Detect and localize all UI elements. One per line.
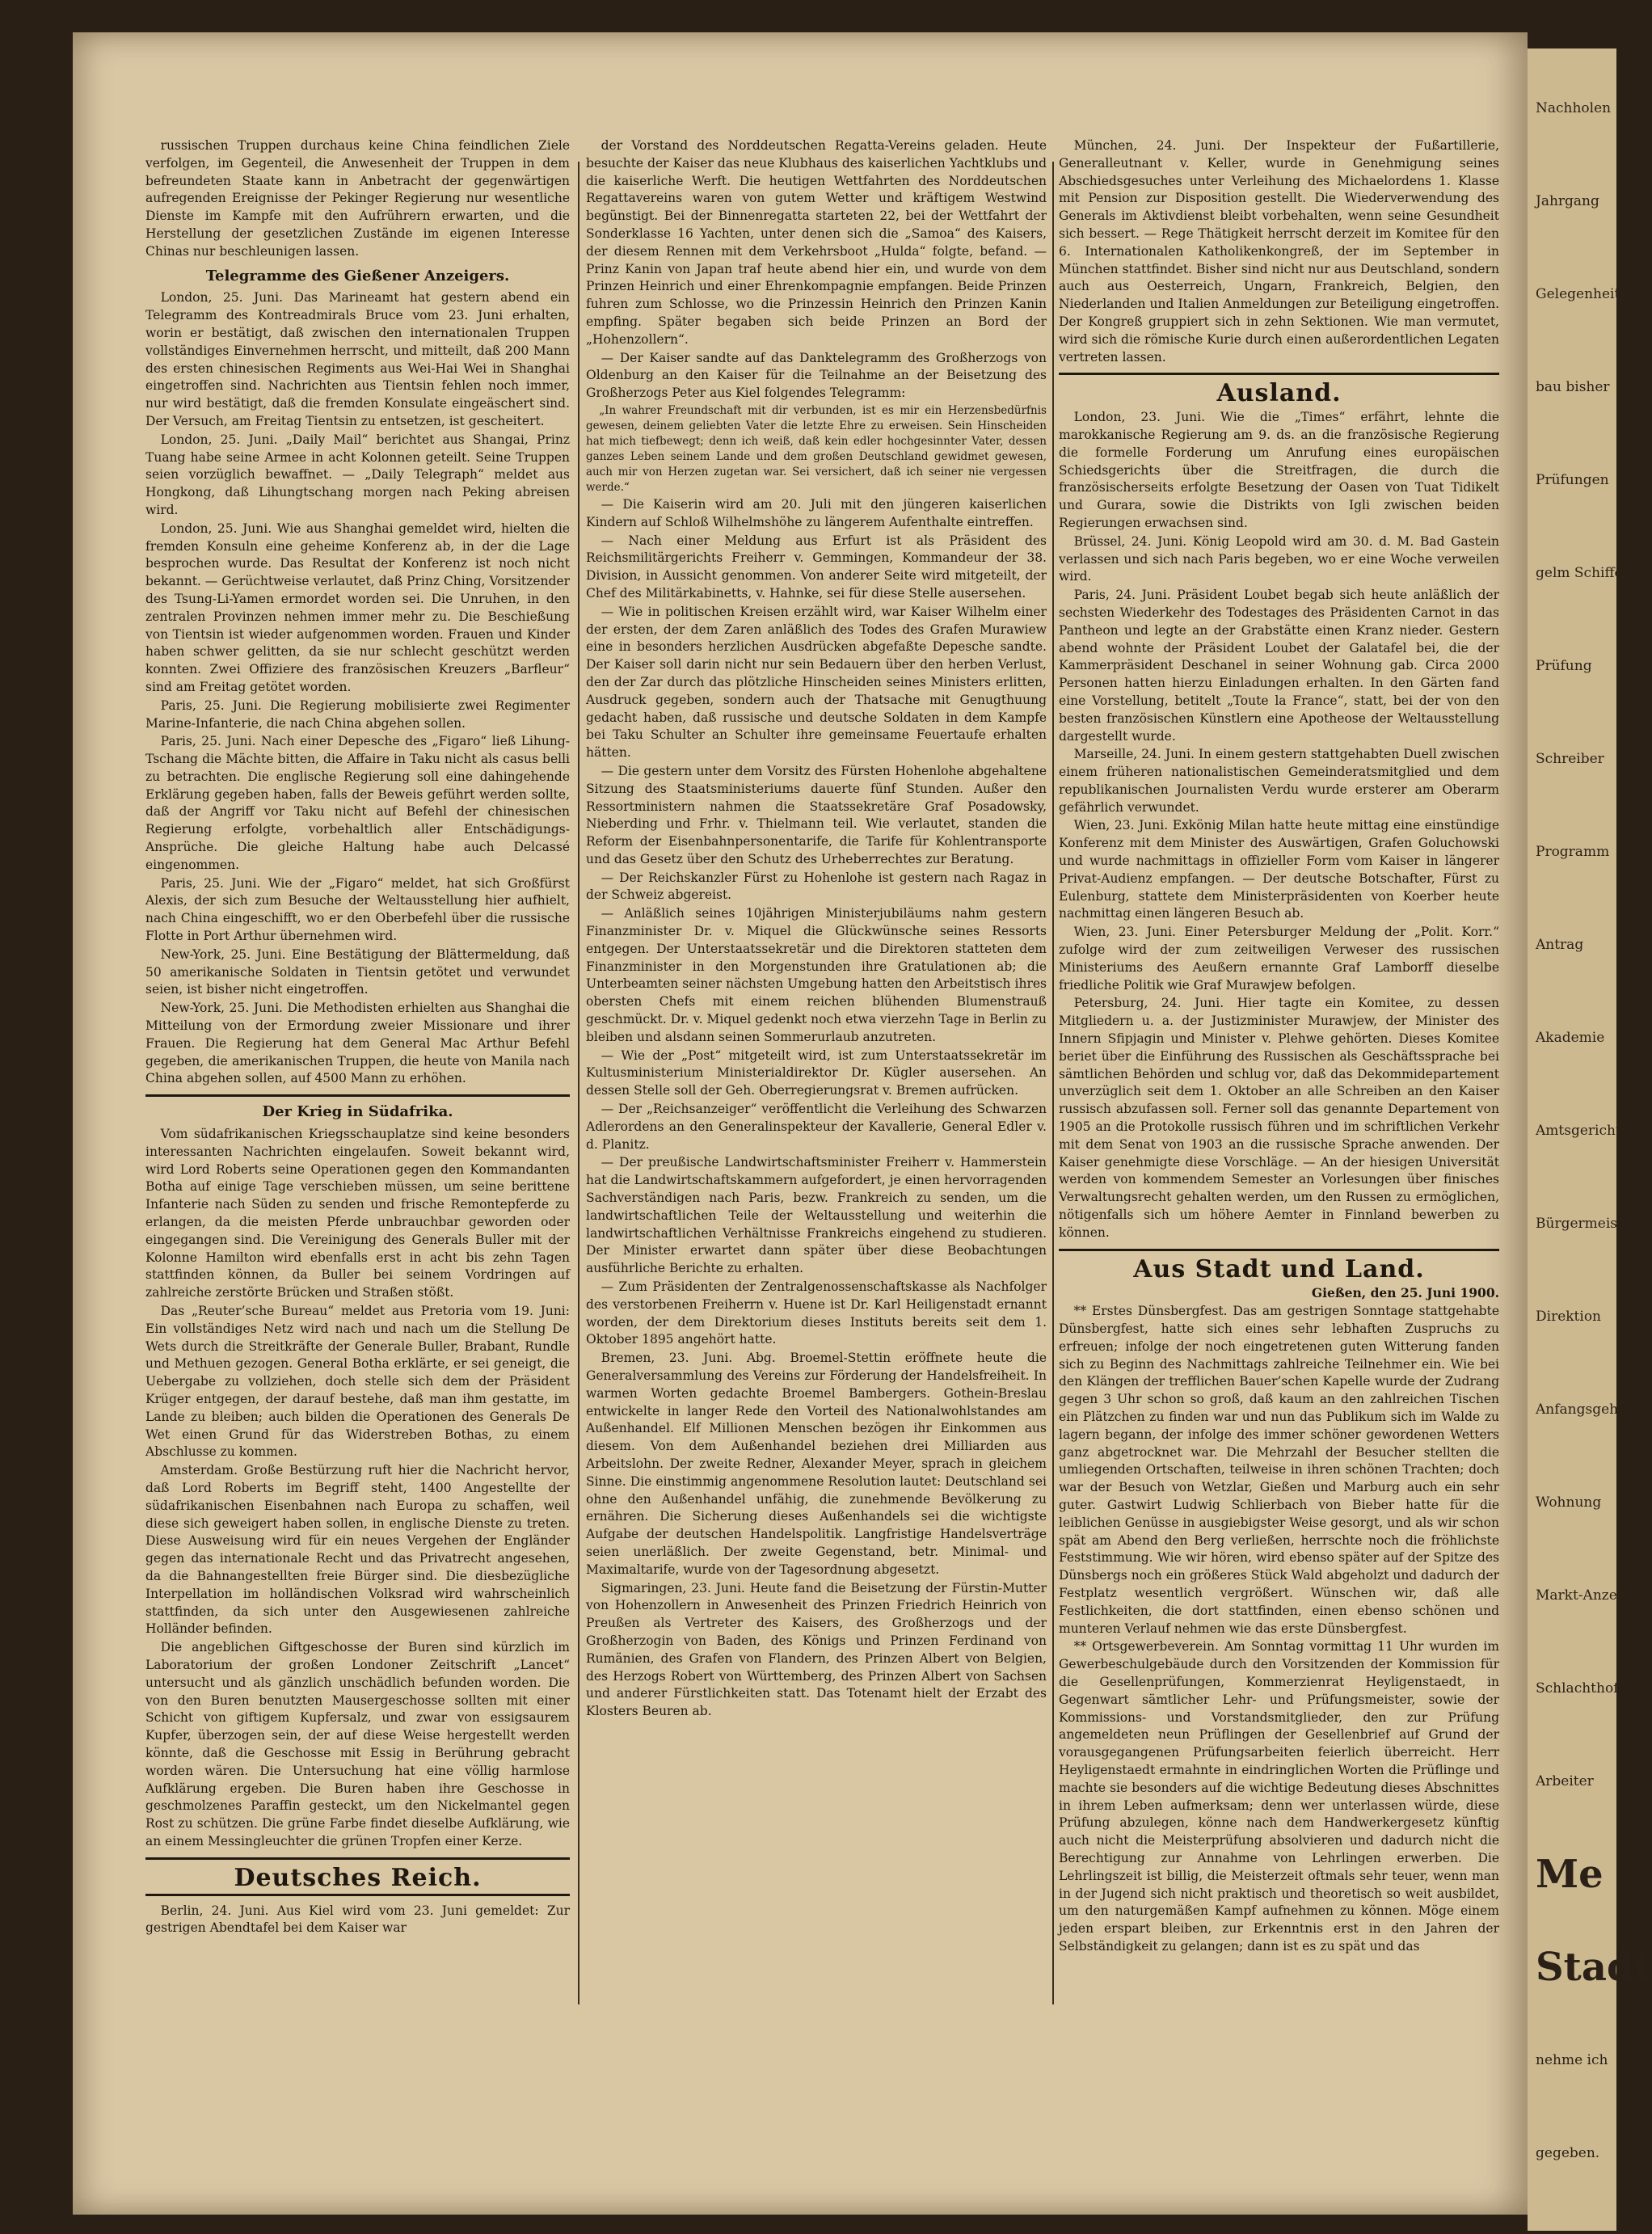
paragraph: — Anläßlich seines 10jährigen Ministerjubiläums nahm gestern Finanzminister Dr. v. Miquel die Glückwünsche seines Ressorts entgegen. Der Unterstaatssekretär und die Direktoren statteten dem Finanzminister in den Morgenstunden ihre Gratulationen ab; die Unterbeamten seiner nächsten Umgebung hatten den Arbeitstisch ihres obersten Chefs mit einem reichen blühenden Blumenstrauß geschmückt. Dr. v. Miquel gedenkt noch etwa vierzehn Tage in Berlin zu bleiben und alsdann seinen Sommerurlaub anzutreten.: [586, 906, 1047, 1044]
paragraph: Brüssel, 24. Juni. König Leopold wird am 30. d. M. Bad Gastein verlassen und sich nach Paris begeben, wo er eine Woche verweilen wird.: [1059, 533, 1499, 584]
paragraph: ** Ortsgewerbeverein. Am Sonntag vormittag 11 Uhr wurden im Gewerbeschulgebäude durch den Vorsitzenden der Kommission für die Gesellenprüfungen, Kommerzienrat Heyligenstaedt, in Gegenwart sämtlicher Lehr- und Prüfungsmeister, sowie der Kommissions- und Vorstandsmitglieder, den zur Prüfung angemeldeten neun Prüflingen der Gesellenbrief auf Grund der vorausgegangenen Prüfungsarbeiten feierlich überreicht. Herr Heyligenstaedt ermahnte in eindringlichen Worten die Prüflinge und machte sie besonders auf die wichtige Bedeutung dieses Abschnittes in ihrem Leben aufmerksam; denn wer unterlassen würde, diese Prüfung abzulegen, könne nach dem Handwerkergesetz künftig auch nicht die Meisterprüfung absolvieren und dadurch nicht die Berechtigung zur Annahme von Lehrlingen erwerben. Die Lehrlingszeit ist billig, die Meisterzeit oftmals sehr teuer, wenn man in der Jugend sich nicht praktisch und theoretisch so weit ausbildet, um den naturgemäßen Kampf aufnehmen zu können. Möge einem jeden erspart bleiben, zur Erkenntnis erst in den Jahren der Selbständigkeit zu gelangen; dann ist es zu spät und das: [1059, 1639, 1499, 1954]
edge-fragment: Schreiber: [1536, 751, 1604, 767]
divider: [145, 1857, 570, 1860]
paragraph: Paris, 25. Juni. Die Regierung mobilisierte zwei Regimenter Marine-Infanterie, die nach China abgehen sollen.: [145, 698, 570, 731]
section-heading: Deutsches Reich.: [234, 1863, 482, 1892]
paragraph: Marseille, 24. Juni. In einem gestern stattgehabten Duell zwischen einem früheren nationalistischen Gemeinderatsmitglied und dem republikanischen Journalisten Verdu wurde ersterer am Oberarm gefährlich verwundet.: [1059, 747, 1499, 815]
edge-fragment: Akademie: [1536, 1030, 1605, 1046]
edge-fragment: bau bisher: [1536, 379, 1610, 395]
edge-fragment: Wohnung: [1536, 1494, 1602, 1511]
column-2: [586, 137, 1047, 1964]
paragraph: Vom südafrikanischen Kriegsschauplatze sind keine besonders interessanten Nachrichten eingelaufen. Soweit bekannt wird, wird Lord Roberts seine Operationen gegen den Kommandanten Botha auf einige Tage verschieben müssen, um seine berittene Infanterie nach Süden zu senden und frische Remontepferde zu erlangen, da die meisten Pferde unbrauchbar geworden oder eingegangen sind. Die Vereinigung des Generals Buller mit der Kolonne Hamilton wird ebenfalls erst in acht bis zehn Tagen stattfinden können, da Buller bei seinem Vordringen auf zahlreiche zerstörte Brücken und Straßen stößt.: [145, 1127, 570, 1300]
edge-fragment: Nachholen: [1536, 100, 1612, 116]
paragraph: München, 24. Juni. Der Inspekteur der Fußartillerie, Generalleutnant v. Keller, wurde in Genehmigung seines Abschiedsgesuches unter Verleihung des Michaelordens 1. Klasse mit Pension zur Disposition gestellt. Die Wiederverwendung des Generals im Aktivdienst bleibt vorbehalten, wenn seine Gesundheit sich bessert. — Rege Thätigkeit herrscht derzeit im Komitee für den 6. Internationalen Katholikenkongreß, der im September in München stattfindet. Bisher sind nicht nur aus Deutschland, sondern auch aus Oesterreich, Ungarn, Frankreich, Belgien, den Niederlanden und Italien Anmeldungen zur Beteiligung eingetroffen. Der Kongreß gruppiert sich in zehn Sektionen. Wie man vermutet, wird sich die römische Kurie durch einen außerordentlichen Legaten vertreten lassen.: [1059, 138, 1499, 365]
paragraph: — Wie in politischen Kreisen erzählt wird, war Kaiser Wilhelm einer der ersten, der dem Zaren anläßlich des Todes des Grafen Murawiew eine in besonders herzlichen Ausdrücken abgefaßte Depesche sandte. Der Kaiser soll darin nicht nur sein Bedauern über den herben Verlust, den der Zar durch das plötzliche Hinscheiden seines Ministers erlitten, Ausdruck gegeben, sondern auch der Thatsache mit Genugthuung gedacht haben, daß russische und deutsche Soldaten in dem Kampfe bei Taku Schulter an Schulter ihre gemeinsame Feuertaufe erhalten hätten.: [586, 604, 1047, 761]
column-divider: [578, 162, 579, 2004]
paragraph: — Der preußische Landwirtschaftsminister Freiherr v. Hammerstein hat die Landwirtschaftskammern aufgefordert, je einen hervorragenden Sachverständigen nach Paris, bezw. Frankreich zu senden, um die landwirtschaftlichen Teile der Weltausstellung und weiterhin die landwirtschaftlichen Verhältnisse Frankreichs eingehend zu studieren. Der Minister erwartet dann später über diese Beobachtungen ausführliche Berichte zu erhalten.: [586, 1155, 1047, 1276]
dateline: Gießen, den 25. Juni 1900.: [1311, 1285, 1499, 1301]
edge-fragment: gelm Schiffer: [1536, 565, 1629, 581]
edge-fragment: Programm: [1536, 844, 1610, 860]
paragraph: ** Erstes Dünsbergfest. Das am gestrigen Sonntage stattgehabte Dünsbergfest, hatte sich eines sehr lebhaften Zuspruchs zu erfreuen; infolge der noch eingetretenen guten Witterung fanden sich zu Beginn des Nachmittags zahlreiche Teilnehmer ein. Wie bei den Klängen der trefflichen Bauer’schen Kapelle wurde der Zudrang gegen 3 Uhr schon so groß, daß kaum an den zahlreichen Tischen ein Plätzchen zu finden war und nun das Publikum sich im Walde zu lagern begann, der infolge des immer schöner gewordenen Wetters ganz abgetrocknet war. Die Mehrzahl der Besucher stellten die umliegenden Ortschaften, teilweise in ihren schönen Trachten; doch war der Besuch von Wetzlar, Gießen und Marburg auch ein sehr guter. Gastwirt Ludwig Schlierbach von Bieber hatte für die leiblichen Genüsse in ausgiebigster Weise gesorgt, und als wir schon spät am Abend den Berg verließen, herrschte noch die fröhlichste Feststimmung. Wie wir hören, wird ebenso später auf der Spitze des Dünsbergs noch ein größeres Stück Wald abgeholzt und dadurch der Festplatz wesentlich vergrößert. Wünschen wir, daß alle Festlichkeiten, die dort stattfinden, einen ebenso schönen und munteren Verlauf nehmen wie das erste Dünsbergfest.: [1059, 1304, 1499, 1636]
edge-fragment: Arbeiter: [1536, 1773, 1594, 1789]
paragraph: Paris, 25. Juni. Nach einer Depesche des „Figaro“ ließ Lihung-Tschang die Mächte bitten, die Affaire in Taku nicht als casus belli zu betrachten. Die englische Regierung soll eine dahingehende Erklärung gegeben haben, falls der Beweis geführt werden sollte, daß der Angriff vor Taku nicht auf Befehl der chinesischen Regierung erfolgte, vorbehaltlich aller Entschädigungs-Ansprüche. Die gleiche Haltung habe auch Delcassé eingenommen.: [145, 734, 570, 872]
edge-fragment: Jahrgang: [1536, 193, 1599, 209]
paragraph: — Nach einer Meldung aus Erfurt ist als Präsident des Reichsmilitärgerichts Freiherr v. Gemmingen, Kommandeur der 38. Division, in Aussicht genommen. Von anderer Seite wird mitgeteilt, der Chef des Militärkabinetts, v. Hahnke, sei für diese Stelle ausersehen.: [586, 533, 1047, 601]
edge-fragment: Direktion: [1536, 1309, 1602, 1325]
paragraph: Die angeblichen Giftgeschosse der Buren sind kürzlich im Laboratorium der großen Londoner Zeitschrift „Lancet“ untersucht und als gänzlich unschädlich befunden worden. Die von den Buren benutzten Mausergeschosse sollten mit einer Schicht von giftigem Kupfersalz, und zwar von essigsaurem Kupfer, überzogen sein, der auf diese Weise hergestellt werden könnte, daß die Geschosse mit Essig in Berührung gebracht worden wären. Die Untersuchung hat eine völlig harmlose Aufklärung ergeben. Die Buren haben ihre Geschosse in geschmolzenes Paraffin gesteckt, um den Nickelmantel gegen Rost zu schützen. Die grüne Farbe findet dieselbe Aufklärung, wie an einem Messingleuchter die grünen Tropfen einer Kerze.: [145, 1640, 570, 1848]
column-1: [145, 137, 570, 1964]
edge-fragment: Antrag: [1536, 937, 1584, 953]
edge-fragment: Anfangsgehalt: [1536, 1402, 1637, 1418]
paragraph: — Wie der „Post“ mitgeteilt wird, ist zum Unterstaatssekretär im Kultusministerium Ministerialdirektor Dr. Kügler ausersehen. An dessen Stelle soll der Geh. Oberregierungsrat v. Bremen aufrücken.: [586, 1047, 1047, 1098]
paragraph: — Der Kaiser sandte auf das Danktelegramm des Großherzogs von Oldenburg an den Kaiser für die Teilnahme an der Beisetzung des Großherzogs Peter aus Kiel folgendes Telegramm:: [586, 350, 1047, 401]
column-divider: [1052, 162, 1054, 2004]
edge-fragment: Me: [1536, 1852, 1604, 1897]
paragraph: — Die Kaiserin wird am 20. Juli mit den jüngeren kaiserlichen Kindern auf Schloß Wilhelmshöhe zu längerem Aufenthalte eintreffen.: [586, 496, 1047, 529]
divider: [1059, 373, 1499, 375]
paragraph: Wien, 23. Juni. Exkönig Milan hatte heute mittag eine einstündige Konferenz mit dem Minister des Auswärtigen, Grafen Goluchowski und wurde nachmittags in offizieller Form vom Kaiser in längerer Privat-Audienz empfangen. — Der deutsche Botschafter, Fürst zu Eulenburg, stattete dem Ministerpräsidenten von Koerber heute nachmittag einen längeren Besuch ab.: [1059, 818, 1499, 921]
paragraph: Wien, 23. Juni. Einer Petersburger Meldung der „Polit. Korr.“ zufolge wird der zum zeitweiligen Verweser des russischen Ministeriums des Aeußern ernannte Graf Lamborff dieselbe friedliche Politik wie Graf Murawjew befolgen.: [1059, 925, 1499, 993]
paragraph: Paris, 25. Juni. Wie der „Figaro“ meldet, hat sich Großfürst Alexis, der sich zum Besuche der Weltausstellung hier aufhielt, nach China eingeschifft, wo er den Oberbefehl über die russische Flotte in Port Arthur übernehmen wird.: [145, 875, 570, 944]
paragraph: — Die gestern unter dem Vorsitz des Fürsten Hohenlohe abgehaltene Sitzung des Staatsministeriums dauerte fünf Stunden. Außer den Ressortministern nahmen die Staatssekretäre Graf Posadowsky, Nieberding und Frhr. v. Thielmann teil. Wie verlautet, standen die Reform der Eisenbahnpersonentarife, die Tarife für Kohlentransporte und das Gesetz über den Schutz des Urheberrechtes zur Beratung.: [586, 763, 1047, 866]
paragraph: London, 25. Juni. „Daily Mail“ berichtet aus Shangai, Prinz Tuang habe seine Armee in acht Kolonnen geteilt. Seine Truppen seien vorzüglich bewaffnet. — „Daily Telegraph“ meldet aus Hongkong, daß Lihungtschang morgen nach Peking abreisen wird.: [145, 432, 570, 517]
paragraph: Petersburg, 24. Juni. Hier tagte ein Komitee, zu dessen Mitgliedern u. a. der Justizminister Murawjew, der Minister des Innern Sfipjagin und Minister v. Plehwe gehörten. Dieses Komitee beriet über die Einführung des Russischen als Geschäftssprache bei sämtlichen Behörden und schlug vor, daß das Dekommidepartement unverzüglich seit dem 1. Oktober an alle Schreiben an den Kaiser russisch abzufassen soll. Ferner soll das genannte Departement von 1905 an die Protokolle russisch führen und im schriftlichen Verkehr mit dem Senat von 1903 an die russische Sprache anwenden. Der Kaiser genehmigte diese Vorschläge. — An der hiesigen Universität werden von kommendem Semester an Vorlesungen über finisches Verwaltungsrecht gehalten werden, um den Russen zu ermöglichen, nötigenfalls sich um höhere Aemter in Finnland bewerben zu können.: [1059, 996, 1499, 1240]
edge-fragment: Bürgermeister: [1536, 1216, 1637, 1232]
edge-fragment: Markt-Anzeige: [1536, 1587, 1639, 1604]
quote: „In wahrer Freundschaft mit dir verbunden, ist es mir ein Herzensbedürfnis gewesen, deinem geliebten Vater die letzte Ehre zu erweisen. Sein Hinscheiden hat mich tiefbewegt; denn ich weiß, daß kein edler hochgesinnter Vater, dessen ganzes Leben seinem Lande und dem großen Deutschland gewidmet gewesen, auch mir von Herzen zugetan war. Sei versichert, daß ich seiner nie vergessen werde.“: [586, 403, 1047, 494]
paragraph: Berlin, 24. Juni. Aus Kiel wird vom 23. Juni gemeldet: Zur gestrigen Abendtafel bei dem Kaiser war: [145, 1903, 570, 1936]
section-heading: Telegramme des Gießener Anzeigers.: [205, 267, 510, 285]
paragraph: der Vorstand des Norddeutschen Regatta-Vereins geladen. Heute besuchte der Kaiser das neue Klubhaus des kaiserlichen Yachtklubs und die kaiserliche Werft. Die heutigen Wettfahrten des Norddeutschen Regattavereins waren von gutem Wetter und kräftigem Westwind begünstigt. Bei der Binnenregatta starteten 22, bei der Wettfahrt der Sonderklasse 16 Yachten, unter denen sich die „Samoa“ des Kaisers, der diesem Rennen mit dem Verkehrsboot „Hulda“ folgte, befand. — Prinz Kanin von Japan traf heute abend hier ein, und wurde von dem Prinzen Heinrich und einer Ehrenkompagnie empfangen. Beide Prinzen fuhren zum Schlosse, wo die Prinzessin Heinrich den Prinzen Kanin empfing. Später begaben sich beide Prinzen an Bord der „Hohenzollern“.: [586, 138, 1047, 347]
paragraph: russischen Truppen durchaus keine China feindlichen Ziele verfolgen, im Gegenteil, die Anwesenheit der Truppen in dem befreundeten Staate kann in Anbetracht der gegenwärtigen aufregenden Ereignisse der Pekinger Regierung nur wesentliche Dienste im Kampfe mit den Aufrührern erwarten, und die Herstellung der gesetzlichen Zustände im eigenen Interesse Chinas nur beschleunigen lassen.: [145, 138, 570, 259]
paragraph: — Der Reichskanzler Fürst zu Hohenlohe ist gestern nach Ragaz in der Schweiz abgereist.: [586, 870, 1047, 903]
column-3: [1059, 137, 1499, 1964]
paragraph: Das „Reuter’sche Bureau“ meldet aus Pretoria vom 19. Juni: Ein vollständiges Netz wird nach und nach um die Stellung De Wets durch die Streitkräfte der Generale Buller, Brabant, Rundle und Methuen gezogen. General Botha erklärte, er sei geneigt, die Uebergabe zu vollziehen, doch stelle sich dem der Präsident Krüger entgegen, der darauf bestehe, daß man ihm gestatte, im Lande zu bleiben; auch bilden die Operationen des Generals De Wet einen Grund für das Widerstreben Bothas, zu einem Abschlusse zu kommen.: [145, 1304, 570, 1460]
edge-fragment: Gelegenheit: [1536, 286, 1620, 302]
paragraph: — Der „Reichsanzeiger“ veröffentlicht die Verleihung des Schwarzen Adlerordens an den Generalinspekteur der Kavallerie, General Edler v. d. Planitz.: [586, 1102, 1047, 1152]
edge-fragment: Amtsgericht: [1536, 1123, 1621, 1139]
paragraph: Paris, 24. Juni. Präsident Loubet begab sich heute anläßlich der sechsten Wiederkehr des Todestages des Präsidenten Carnot in das Pantheon und legte an der Grabstätte einen Kranz nieder. Gestern abend wohnte der Präsident Loubet der Galatafel bei, die der Kammerpräsident Deschanel in seiner Wohnung gab. Circa 2000 Personen hatten hierzu Einladungen erhalten. In den Gärten fand eine Vorstellung, betitelt „Toute la France“, statt, bei der von den besten französischen Künstlern eine Apotheose der Weltausstellung dargestellt wurde.: [1059, 588, 1499, 744]
paragraph: Bremen, 23. Juni. Abg. Broemel-Stettin eröffnete heute die Generalversammlung des Vereins zur Förderung der Handelsfreiheit. In warmen Worten gedachte Broemel Bambergers. Gothein-Breslau entwickelte in langer Rede den Vorteil des Nationalwohlstandes am Außenhandel. Elf Millionen Menschen bezögen ihr Einkommen aus diesem. Von dem Außenhandel beziehen drei Milliarden aus Arbeitslohn. Der zweite Redner, Alexander Meyer, sprach in gleichem Sinne. Die einstimmig angenommene Resolution lautet: Deutschland sei ohne den Außenhandel unfähig, die zunehmende Bevölkerung zu ernähren. Die Sicherung dieses Außenhandels sei die wichtigste Aufgabe der deutschen Handelspolitik. Langfristige Handelsverträge seien unerläßlich. Der zweite Gegenstand, betr. Minimal- und Maximaltarife, wurde von der Tagesordnung abgesetzt.: [586, 1351, 1047, 1577]
paragraph: New-York, 25. Juni. Eine Bestätigung der Blättermeldung, daß 50 amerikanische Soldaten in Tientsin getötet und verwundet seien, ist bisher nicht eingetroffen.: [145, 946, 570, 997]
paragraph: Amsterdam. Große Bestürzung ruft hier die Nachricht hervor, daß Lord Roberts im Begriff steht, 1400 Angestellte der südafrikanischen Eisenbahnen nach Europa zu schaffen, weil diese sich geweigert haben sollen, in englische Dienste zu treten. Diese Ausweisung wird für ein neues Vergehen der Engländer gegen das internationale Recht und das Privatrecht angesehen, da die Bahnangestellten freie Bürger sind. Die diesbezügliche Interpellation im holländischen Volksrad wird wahrscheinlich stattfinden, da sich unter den Ausgewiesenen zahlreiche Holländer befinden.: [145, 1463, 570, 1637]
divider: [1059, 1249, 1499, 1251]
edge-fragment: Stadt: [1536, 1945, 1652, 1990]
section-heading: Der Krieg in Südafrika.: [262, 1103, 453, 1121]
edge-fragment: Prüfungen: [1536, 472, 1609, 488]
paragraph: New-York, 25. Juni. Die Methodisten erhielten aus Shanghai die Mitteilung von der Ermordung zweier Missionare und ihrer Frauen. Die Regierung hat dem General Mac Arthur Befehl gegeben, die amerikanischen Truppen, die heute von Manila nach China abgehen sollen, auf 4500 Mann zu erhöhen.: [145, 1001, 570, 1086]
edge-fragment: nehme ich: [1536, 2052, 1608, 2068]
adjacent-page-edge: [1528, 48, 1652, 2231]
paragraph: London, 25. Juni. Wie aus Shanghai gemeldet wird, hielten die fremden Konsuln eine geheime Konferenz ab, in der die Lage besprochen wurde. Das Resultat der Konferenz ist noch nicht bekannt. — Gerüchtweise verlautet, daß Prinz Ching, Vorsitzender des Tsung-Li-Yamen ermordet worden sei. Die Unruhen, in den zentralen Provinzen nehmen immer mehr zu. Die Beschießung von Tientsin ist wieder aufgenommen worden. Frauen und Kinder haben schwer gelitten, da sie nur schlecht geschützt werden konnten. Zwei Offiziere des französischen Kreuzers „Barfleur“ sind am Freitag getötet worden.: [145, 521, 570, 694]
edge-fragment: Schlachthof: [1536, 1680, 1619, 1697]
paragraph: London, 25. Juni. Das Marineamt hat gestern abend ein Telegramm des Kontreadmirals Bruce vom 23. Juni erhalten, worin er bestätigt, daß zwischen den internationalen Truppen vollständiges Einvernehmen herrscht, und mitteilt, daß 200 Mann des ersten chinesischen Regiments aus Wei-Hai Wei in Shanghai eingetroffen sind. Nachrichten aus Tientsin fehlen noch immer, nur wird bestätigt, daß die fremden Konsulate eingeäschert sind. Der Versuch, am Freitag Tientsin zu entsetzen, ist gescheitert.: [145, 290, 570, 428]
edge-fragment: gegeben.: [1536, 2145, 1600, 2161]
edge-fragment: Prüfung: [1536, 658, 1592, 674]
paragraph: London, 23. Juni. Wie die „Times“ erfährt, lehnte die marokkanische Regierung am 9. ds. an die französische Regierung die formelle Forderung um Anrufung eines europäischen Schiedsgerichts über die Streitfragen, die durch die französischerseits erfolgte Besetzung der Oasen von Tuat Tidikelt und Gurara, sowie die Distrikts von Igli zwischen beiden Regierungen erwachsen sind.: [1059, 410, 1499, 530]
divider: [145, 1094, 570, 1097]
section-heading: Ausland.: [1216, 379, 1342, 408]
paragraph: — Zum Präsidenten der Zentralgenossenschaftskasse als Nachfolger des verstorbenen Freiherrn v. Huene ist Dr. Karl Heiligenstadt ernannt worden, der dem Direktorium dieses Instituts bereits seit dem 1. Oktober 1895 angehört hatte.: [586, 1279, 1047, 1347]
divider: [145, 1894, 570, 1896]
paragraph: Sigmaringen, 23. Juni. Heute fand die Beisetzung der Fürstin-Mutter von Hohenzollern in Anwesenheit des Prinzen Friedrich Heinrich von Preußen als Vertreter des Kaisers, des Großherzogs und der Großherzogin von Baden, des Königs und Prinzen Ferdinand von Rumänien, des Grafen von Flandern, des Prinzen Albert von Belgien, des Herzogs Robert von Württemberg, des Prinzen Albert von Sachsen und anderer Fürstlichkeiten statt. Das Totenamt hielt der Erzabt des Klosters Beuren ab.: [586, 1580, 1047, 1719]
section-heading: Aus Stadt und Land.: [1133, 1254, 1425, 1283]
